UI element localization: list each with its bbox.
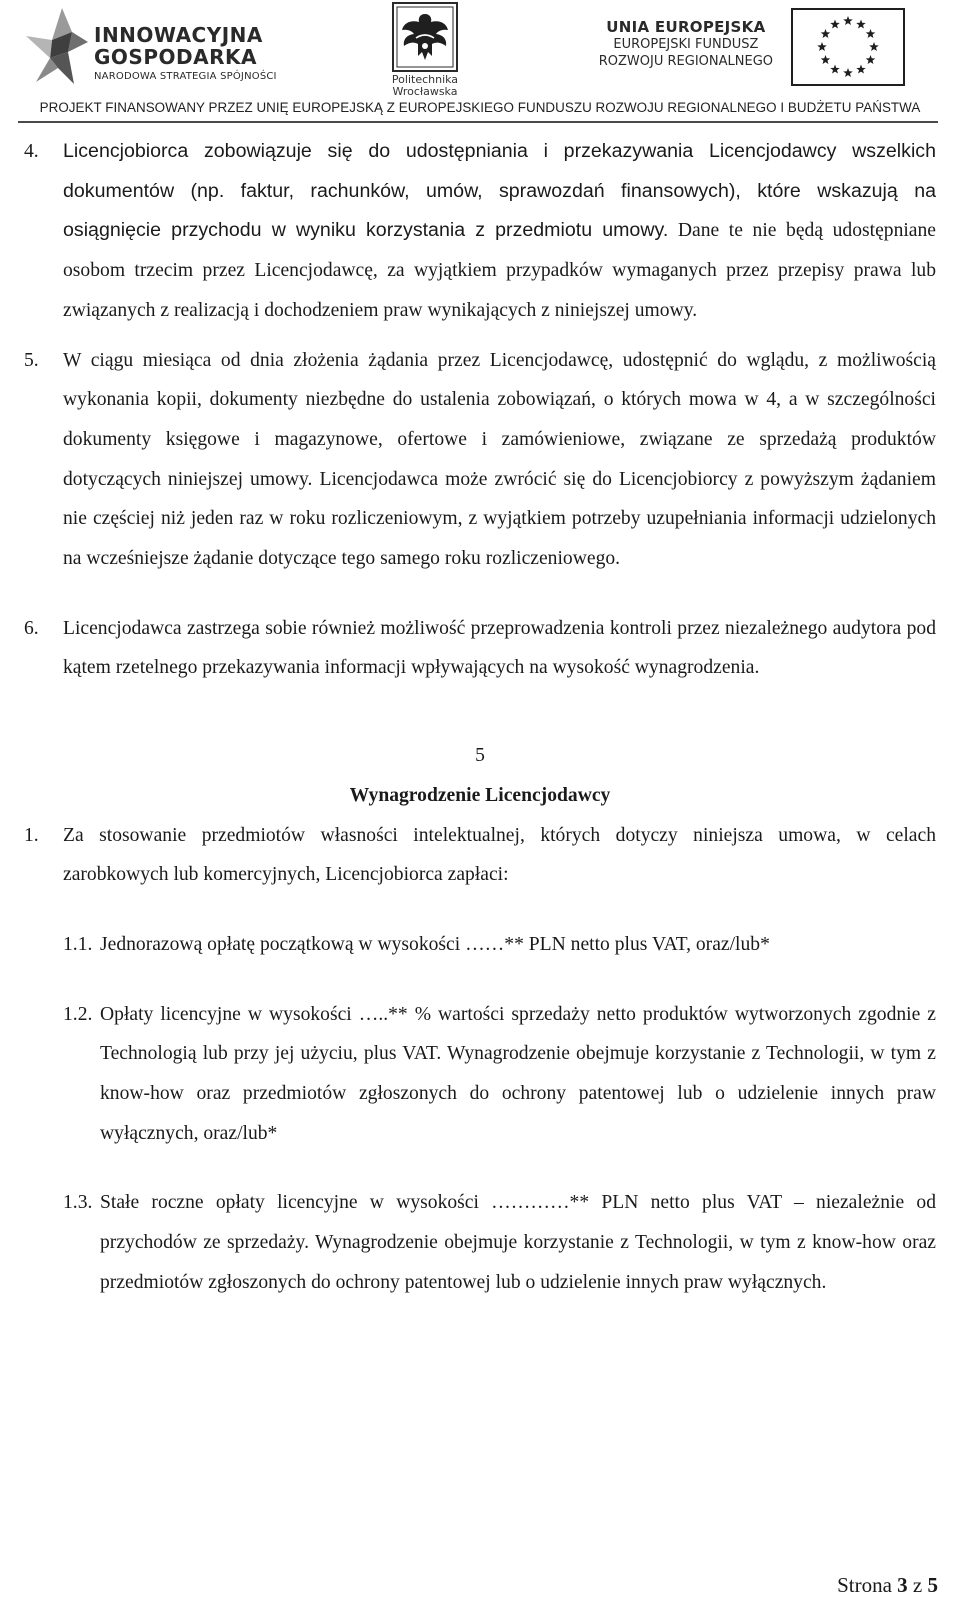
subclause-1-2 xyxy=(24,995,936,1154)
page-current: 3 xyxy=(897,1573,908,1597)
clause-number: 6. xyxy=(24,617,39,639)
clause-number: 4. xyxy=(24,141,39,162)
document-body xyxy=(24,132,936,1303)
clause-text: W ciągu miesiąca od dnia złożenia żądania przez Licencjodawcę, udostępnić do wglądu, z możliwością wykonania kopii, dokumenty niezbędne do ustalenia zobowiązań, o których mowa w 4, a w szczególności dokumenty księgowe i magazynowe, ofertowe i zamówieniowe, związane ze sprzedażą produktów dotyczących niniejszej umowy. Licencjodawca może zwrócić się do Licencjobiorcy z powyższym żądaniem nie częściej niż jeden raz w roku rozliczeniowym, z wyjątkiem potrzeby uzupełniania informacji udzielonych na wcześniejsze żądanie dotyczące tego samego roku rozliczeniowego. xyxy=(63,349,936,570)
pwr-logo-line1: Politechnika xyxy=(391,73,459,86)
ig-logo-line1: INNOWACYJNA xyxy=(94,23,263,47)
clause-text: Licencjobiorca zobowiązuje się do udostępniania i przekazywania Licencjodawcy wszelkich dokumentów (np. faktur, rachunków, umów, sprawozdań finansowych), które wskazują na osiągnięcie przychodu w wyniku korzystania z przedmiotu umowy. xyxy=(63,140,936,242)
project-funding-line: PROJEKT FINANSOWANY PRZEZ UNIĘ EUROPEJSKĄ Z EUROPEJSKIEGO FUNDUSZU ROZWOJU REGIONALNEGO I BUDŻETU PAŃSTWA xyxy=(39,100,921,115)
subclause-text: Jednorazową opłatę początkową w wysokości ……** PLN netto plus VAT, oraz/lub* xyxy=(100,933,770,955)
clause-text: Za stosowanie przedmiotów własności intelektualnej, których dotyczy niniejsza umowa, w celach zarobkowych lub komercyjnych, Licencjobiorca zapłaci: xyxy=(63,824,936,886)
eu-logo-line1: UNIA EUROPEJSKA xyxy=(606,18,766,36)
section-number: 5 xyxy=(475,745,485,767)
subclause-number: 1.3. xyxy=(63,1192,93,1214)
clause-text: Licencjodawca zastrzega sobie również możliwość przeprowadzenia kontroli przez niezależnego audytora pod kątem rzetelnego przekazywania informacji wpływających na wysokość wynagrodzenia. xyxy=(63,617,936,679)
eu-flag-icon xyxy=(791,8,905,86)
page-sep: z xyxy=(912,1573,923,1597)
innowacyjna-gospodarka-logo xyxy=(22,6,282,86)
subclause-1-1 xyxy=(24,925,936,965)
ig-logo-line2: GOSPODARKA xyxy=(94,45,257,69)
page-header xyxy=(0,0,960,125)
eu-logo-line2: EUROPEJSKI FUNDUSZ xyxy=(613,37,759,52)
page-total: 5 xyxy=(927,1573,938,1597)
clause-number: 1. xyxy=(24,824,39,846)
ig-star-mark-icon xyxy=(22,6,90,86)
eu-erdf-logo xyxy=(585,8,905,88)
clause-number: 5. xyxy=(24,349,39,371)
subclause-text: Opłaty licencyjne w wysokości …..** % wartości sprzedaży netto produktów wytworzonych zgodnie z Technologią lub przy jej użyciu, plus VAT. Wynagrodzenie obejmuje korzystanie z Technologii, w tym z know-how oraz przedmiotów zgłoszonych do ochrony patentowej lub o udzielenie innych praw wyłącznych, oraz/lub* xyxy=(100,1003,936,1144)
clause-5 xyxy=(24,341,936,579)
page-number xyxy=(837,1573,938,1598)
eu-logo-line3: ROZWOJU REGIONALNEGO xyxy=(598,54,773,69)
header-divider xyxy=(18,121,938,123)
subclause-text: Stałe roczne opłaty licencyjne w wysokości …………** PLN netto plus VAT – niezależnie od przychodów ze sprzedaży. Wynagrodzenie obejmuje korzystanie z Technologii, w tym z know-how oraz przedmiotów zgłoszonych do ochrony patentowej lub o udzielenie innych praw wyłącznych. xyxy=(100,1192,936,1293)
clause-text: Dane te nie będą udostępniane osobom trzecim przez Licencjodawcę, za wyjątkiem przypadków wymaganych przez przepisy prawa lub związanych z realizacją i dochodzeniem praw wynikających z niniejszej umowy. xyxy=(63,220,936,321)
clause-6 xyxy=(24,609,936,688)
eagle-shield-icon xyxy=(392,2,458,72)
subclause-1-3 xyxy=(24,1183,936,1302)
subclause-number: 1.1. xyxy=(63,933,93,955)
section-title: Wynagrodzenie Licencjodawcy xyxy=(349,784,611,806)
ig-logo-line3: NARODOWA STRATEGIA SPÓJNOŚCI xyxy=(94,71,277,82)
page-label: Strona xyxy=(837,1573,892,1597)
clause-1 xyxy=(24,816,936,895)
politechnika-wroclawska-logo xyxy=(378,2,472,98)
subclause-number: 1.2. xyxy=(63,1003,93,1025)
pwr-logo-line2: Wrocławska xyxy=(392,85,458,98)
clause-4 xyxy=(24,132,936,331)
